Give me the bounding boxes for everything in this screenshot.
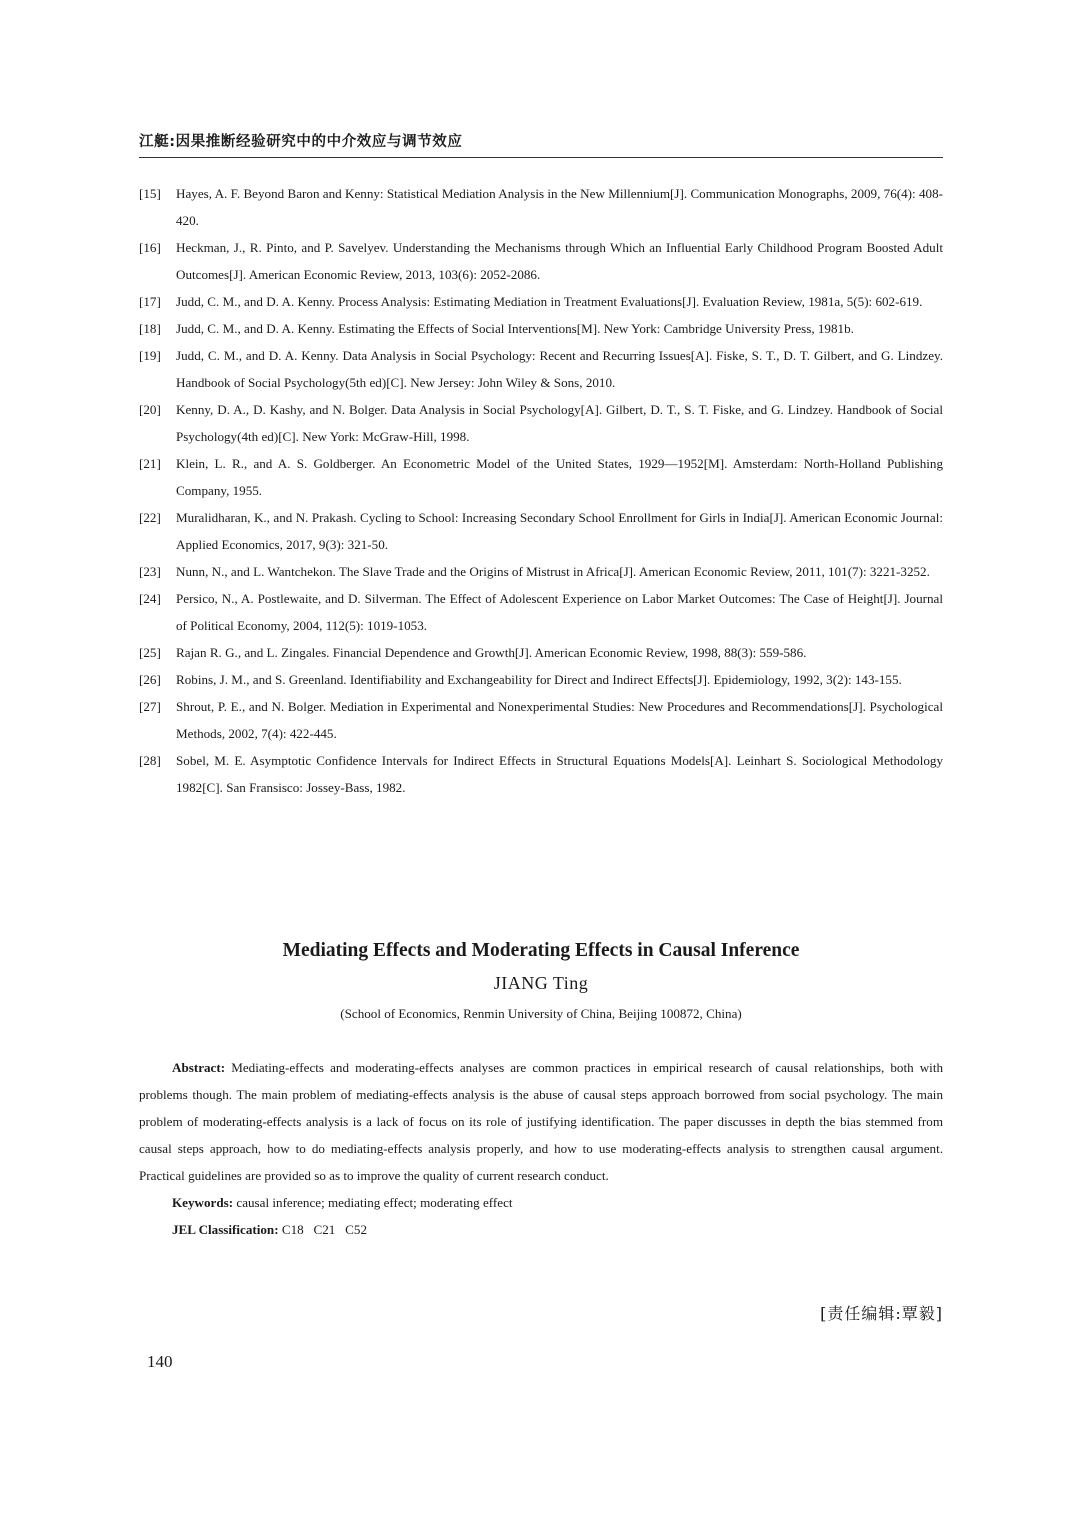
reference-number: [15] [139, 186, 161, 201]
reference-item [139, 342, 943, 396]
jel-line [139, 1216, 943, 1243]
reference-item [139, 396, 943, 450]
reference-text: Kenny, D. A., D. Kashy, and N. Bolger. Data Analysis in Social Psychology[A]. Gilbert, D. T., S. T. Fiske, and G. Lindzey. Handbook of Social Psychology(4th ed)[C]. New York: McGraw-Hill, 1998. [176, 402, 943, 444]
reference-number: [16] [139, 240, 161, 255]
reference-number: [20] [139, 402, 161, 417]
keywords-line [139, 1189, 943, 1216]
reference-text: Heckman, J., R. Pinto, and P. Savelyev. Understanding the Mechanisms through Which an Influential Early Childhood Program Boosted Adult Outcomes[J]. American Economic Review, 2013, 103(6): 2052-2086. [176, 240, 943, 282]
reference-item [139, 693, 943, 747]
page-number: 140 [147, 1352, 173, 1371]
english-title: Mediating Effects and Moderating Effects in Causal Inference [282, 940, 800, 961]
reference-number: [19] [139, 348, 161, 363]
keywords-text: causal inference; mediating effect; moderating effect [236, 1195, 513, 1210]
reference-number: [27] [139, 699, 161, 714]
reference-item [139, 639, 943, 666]
reference-item [139, 558, 943, 585]
keywords-label: Keywords: [172, 1195, 234, 1210]
running-header [139, 131, 943, 158]
reference-text: Robins, J. M., and S. Greenland. Identifiability and Exchangeability for Direct and Indirect Effects[J]. Epidemiology, 1992, 3(2): 143-155. [176, 672, 902, 687]
reference-item [139, 315, 943, 342]
reference-number: [24] [139, 591, 161, 606]
running-title: 江艇:因果推断经验研究中的中介效应与调节效应 [139, 134, 463, 150]
reference-text: Rajan R. G., and L. Zingales. Financial Dependence and Growth[J]. American Economic Review, 1998, 88(3): 559-586. [176, 645, 807, 660]
reference-text: Shrout, P. E., and N. Bolger. Mediation in Experimental and Nonexperimental Studies: New Procedures and Recommendations[J]. Psychological Methods, 2002, 7(4): 422-445. [176, 699, 943, 741]
reference-number: [23] [139, 564, 161, 579]
reference-number: [21] [139, 456, 161, 471]
reference-list [139, 180, 943, 801]
reference-item [139, 180, 943, 234]
reference-item [139, 288, 943, 315]
abstract-text: Mediating-effects and moderating-effects analyses are common practices in empirical research of causal relationships, both with problems though. The main problem of mediating-effects analysis is the abuse of causal steps approach borrowed from social psychology. The main problem of moderating-effects analysis is a lack of focus on its role of justifying identification. The paper discusses in depth the bias stemmed from causal steps approach, how to do mediating-effects analysis properly, and how to use moderating-effects analysis to strengthen causal argument. Practical guidelines are provided so as to improve the quality of current research conduct. [139, 1060, 944, 1183]
reference-number: [26] [139, 672, 161, 687]
reference-item [139, 504, 943, 558]
abstract-label: Abstract: [172, 1060, 226, 1075]
reference-item [139, 234, 943, 288]
reference-text: Judd, C. M., and D. A. Kenny. Process Analysis: Estimating Mediation in Treatment Evaluations[J]. Evaluation Review, 1981a, 5(5): 602-619. [176, 294, 923, 309]
reference-text: Judd, C. M., and D. A. Kenny. Estimating the Effects of Social Interventions[M]. New York: Cambridge University Press, 1981b. [176, 321, 854, 336]
reference-text: Muralidharan, K., and N. Prakash. Cycling to School: Increasing Secondary School Enrollment for Girls in India[J]. American Economic Journal: Applied Economics, 2017, 9(3): 321-50. [176, 510, 943, 552]
editor-note: [责任编辑:覃毅] [820, 1304, 943, 1323]
jel-codes: C18 C21 C52 [281, 1222, 367, 1237]
reference-text: Persico, N., A. Postlewaite, and D. Silverman. The Effect of Adolescent Experience on Labor Market Outcomes: The Case of Height[J]. Journal of Political Economy, 2004, 112(5): 1019-1053. [176, 591, 943, 633]
reference-text: Sobel, M. E. Asymptotic Confidence Intervals for Indirect Effects in Structural Equations Models[A]. Leinhart S. Sociological Methodology 1982[C]. San Fransisco: Jossey-Bass, 1982. [176, 753, 943, 795]
reference-text: Hayes, A. F. Beyond Baron and Kenny: Statistical Mediation Analysis in the New Millennium[J]. Communication Monographs, 2009, 76(4): 408-420. [176, 186, 943, 228]
reference-number: [28] [139, 753, 161, 768]
reference-number: [17] [139, 294, 161, 309]
english-title-block [139, 936, 943, 1027]
abstract-section [139, 1054, 943, 1243]
english-affiliation: (School of Economics, Renmin University of China, Beijing 100872, China) [340, 1006, 742, 1021]
jel-label: JEL Classification: [172, 1222, 279, 1237]
reference-number: [22] [139, 510, 161, 525]
reference-number: [25] [139, 645, 161, 660]
reference-item [139, 450, 943, 504]
reference-text: Nunn, N., and L. Wantchekon. The Slave Trade and the Origins of Mistrust in Africa[J]. American Economic Review, 2011, 101(7): 3221-3252. [176, 564, 930, 579]
reference-item [139, 585, 943, 639]
reference-item [139, 666, 943, 693]
english-author: JIANG Ting [493, 973, 589, 993]
reference-text: Judd, C. M., and D. A. Kenny. Data Analysis in Social Psychology: Recent and Recurring Issues[A]. Fiske, S. T., D. T. Gilbert, and G. Lindzey. Handbook of Social Psychology(5th ed)[C]. New Jersey: John Wiley & Sons, 2010. [176, 348, 943, 390]
abstract-paragraph [139, 1054, 943, 1189]
reference-number: [18] [139, 321, 161, 336]
reference-item [139, 747, 943, 801]
reference-text: Klein, L. R., and A. S. Goldberger. An Econometric Model of the United States, 1929—1952[M]. Amsterdam: North-Holland Publishing Company, 1955. [176, 456, 943, 498]
